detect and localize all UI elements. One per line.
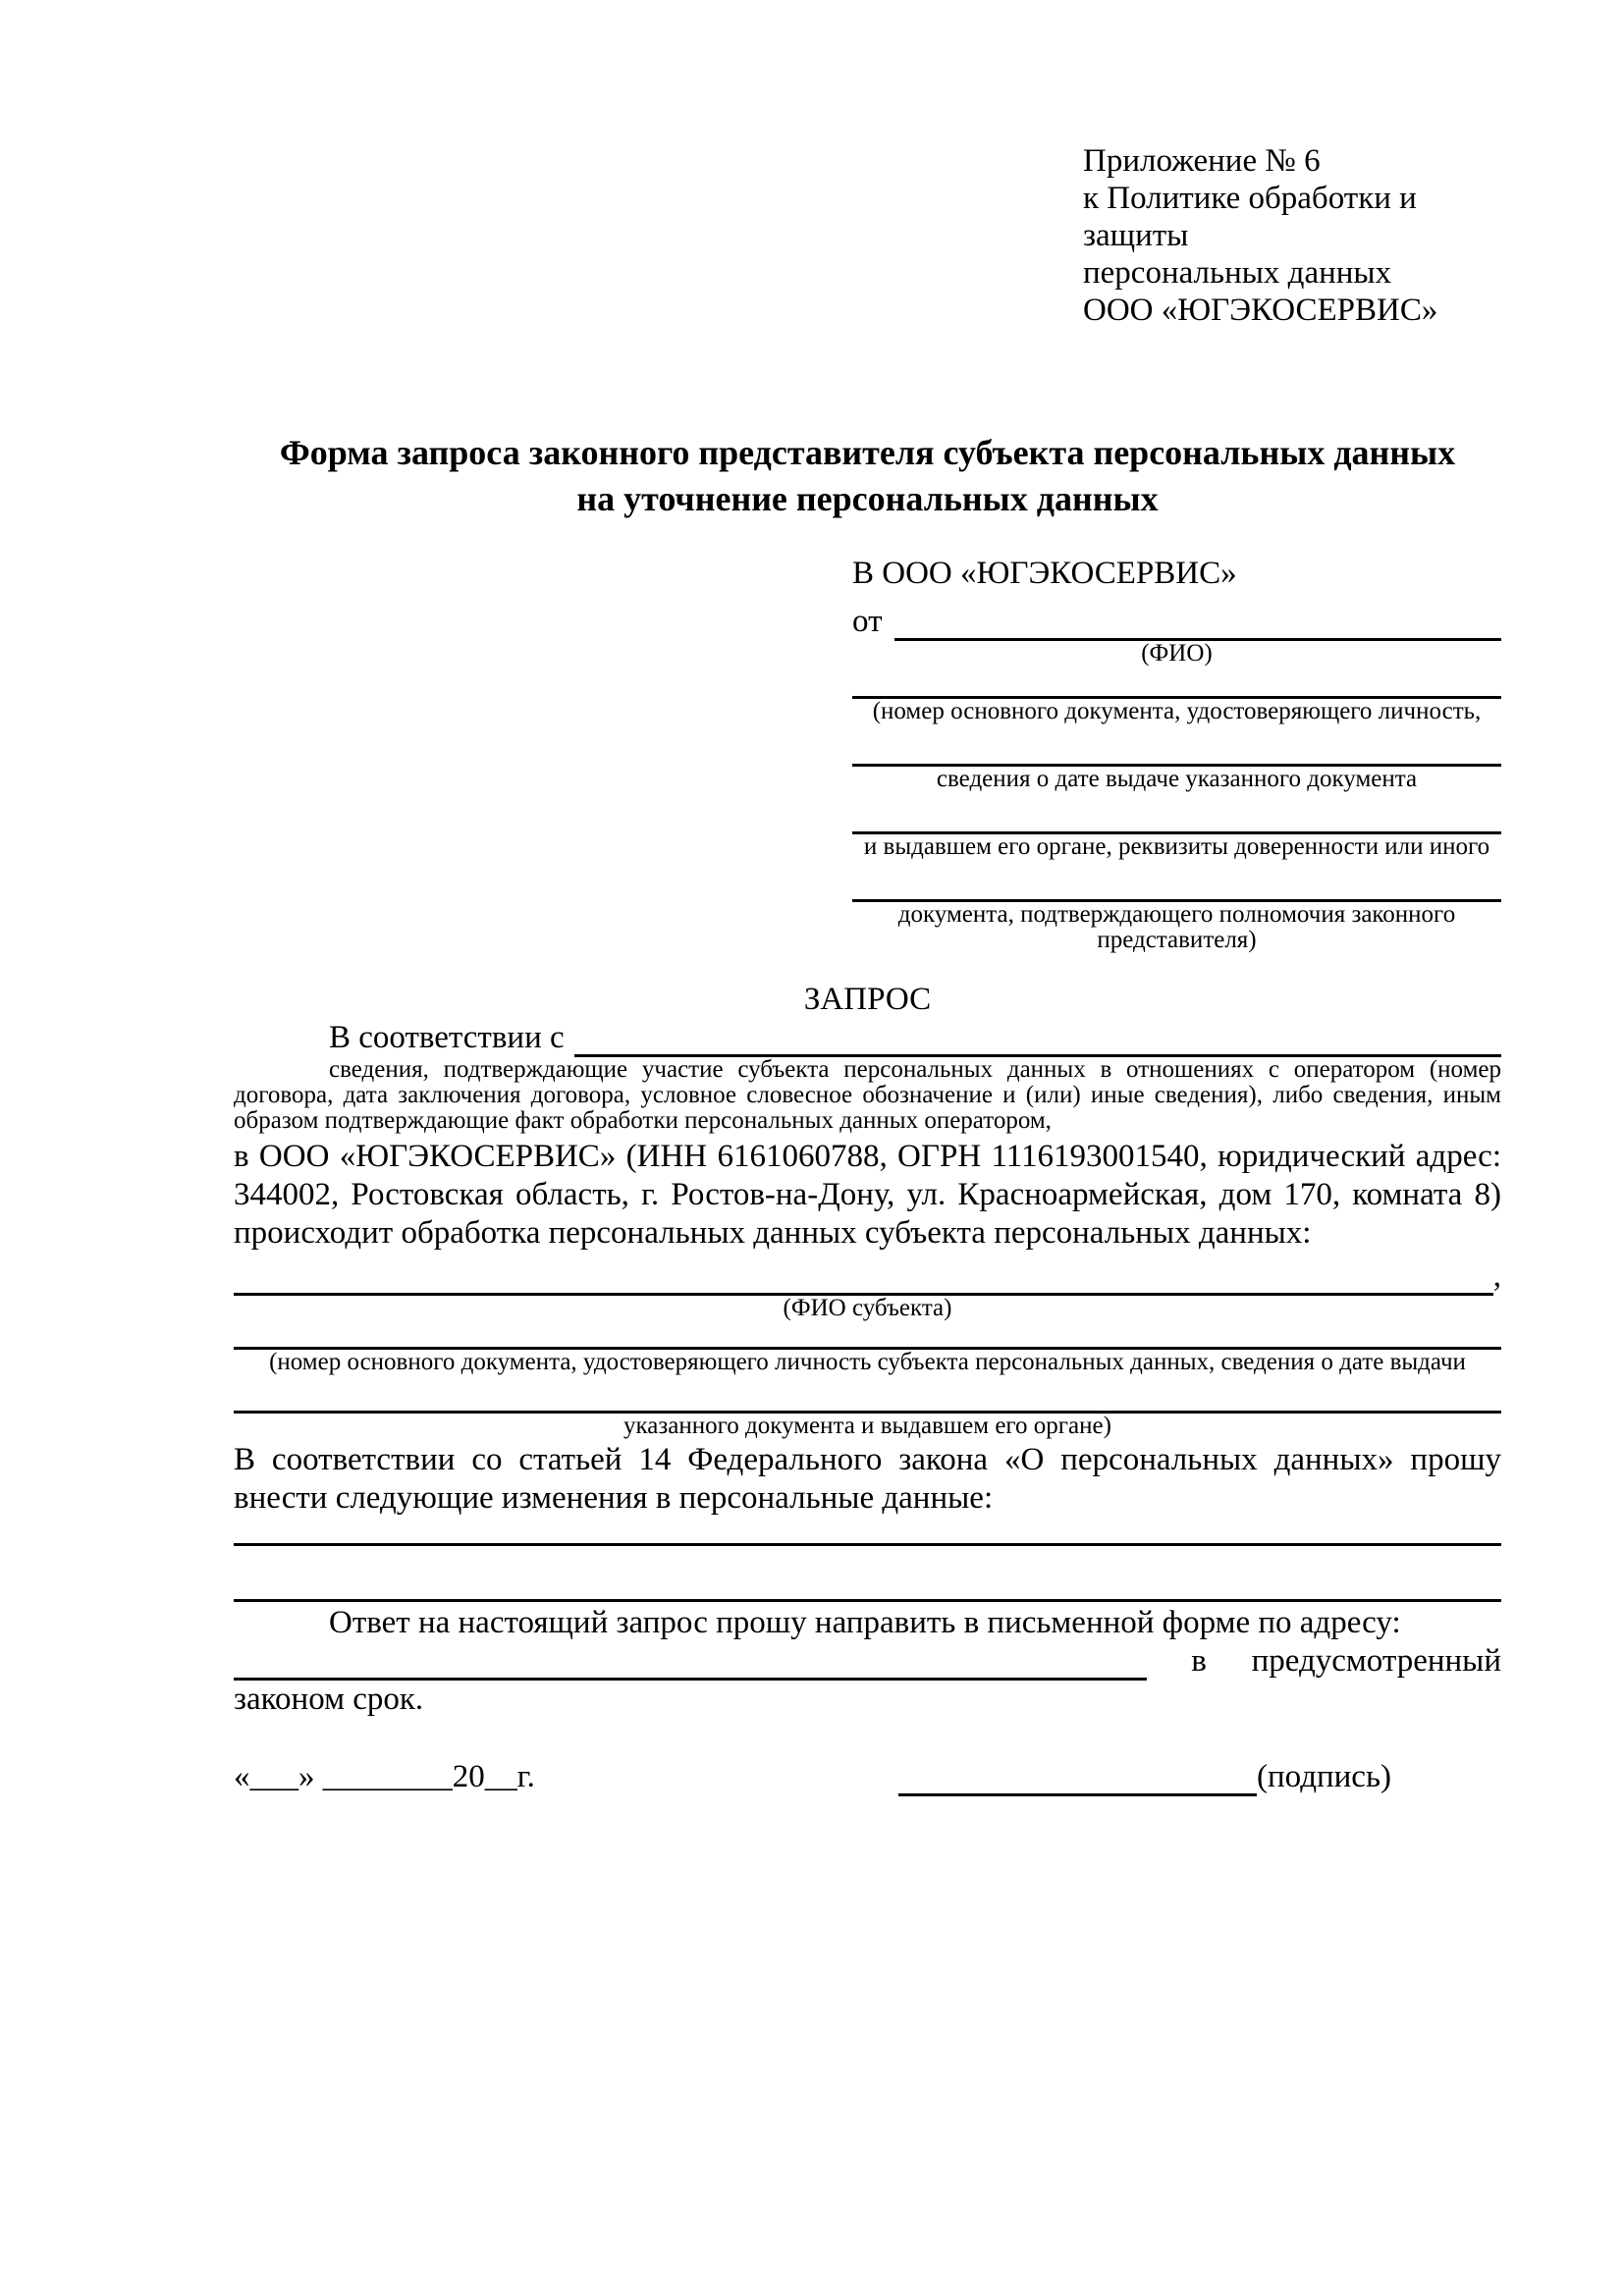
page-title-line1: Форма запроса законного представителя субъекта персональных данных — [279, 433, 1456, 472]
from-label: от — [852, 604, 883, 640]
fio-caption: (ФИО) — [1141, 640, 1213, 667]
subject-doc-caption-2: указанного документа и выдавшем его органе) — [623, 1413, 1111, 1439]
representative-doc-blank-line-1 — [852, 667, 1501, 699]
representative-doc-caption-2: сведения о дате выдаче указанного документа — [936, 766, 1418, 792]
changes-blank-line-1 — [234, 1543, 1501, 1546]
addressee-to: В ООО «ЮГЭКОСЕРВИС» — [852, 556, 1237, 591]
subject-fio-caption: (ФИО субъекта) — [783, 1295, 952, 1321]
basis-blank-line — [574, 1021, 1501, 1057]
document-content — [234, 0, 1501, 1796]
appendix-note — [1083, 142, 1501, 329]
comma-after-blank: , — [1492, 1258, 1501, 1295]
appendix-note-line: к Политике обработки и защиты — [1083, 181, 1417, 253]
addressee-block — [852, 555, 1501, 953]
reply-address-row — [234, 1642, 1501, 1681]
from-row — [852, 604, 1501, 641]
signature-blank-line — [898, 1760, 1257, 1796]
representative-doc-caption-4: документа, подтверждающего полномочия законного представителя) — [897, 901, 1456, 953]
subject-fio-row — [234, 1260, 1501, 1296]
subject-doc-blank-line-2 — [234, 1375, 1501, 1414]
basis-prefix: В соответствии с — [329, 1020, 565, 1056]
basis-footnote: сведения, подтверждающие участие субъекта персональных данных в отношениях с оператором (номер договора, дата заключения договора, условное словесное обозначение и (или) иные сведения), либо сведения, иным образом подтверждающие факт обработки персональных данных оператором, — [234, 1056, 1501, 1134]
date-blank-text: «___» ________20__г. — [234, 1759, 535, 1794]
law-paragraph: В соответствии со статьей 14 Федерального закона «О персональных данных» прошу внести следующие изменения в персональные данные: — [234, 1442, 1501, 1516]
reply-end: законом срок. — [234, 1682, 424, 1717]
reply-address-blank-line — [234, 1644, 1147, 1681]
representative-doc-blank-line-2 — [852, 734, 1501, 767]
subject-fio-blank-line — [234, 1259, 1493, 1296]
appendix-note-line: Приложение № 6 — [1083, 143, 1321, 179]
appendix-note-line: ООО «ЮГЭКОСЕРВИС» — [1083, 293, 1438, 328]
from-blank-line — [894, 605, 1502, 641]
page-title-line2: на уточнение персональных данных — [576, 479, 1159, 518]
reply-paragraph: Ответ на настоящий запрос прошу направить в письменной форме по адресу: — [329, 1605, 1401, 1640]
subject-doc-caption-1: (номер основного документа, удостоверяющего личность субъекта персональных данных, сведения о дате выдачи — [269, 1349, 1466, 1375]
page-title — [234, 430, 1501, 522]
signature-group — [898, 1758, 1391, 1796]
representative-doc-blank-line-3 — [852, 802, 1501, 834]
signature-caption: (подпись) — [1257, 1759, 1391, 1794]
changes-blank-line-2 — [234, 1599, 1501, 1602]
date-signature-row — [234, 1758, 1501, 1796]
representative-doc-blank-line-4 — [852, 870, 1501, 902]
reply-word-in: в — [1191, 1643, 1207, 1680]
request-heading: ЗАПРОС — [803, 982, 932, 1017]
representative-doc-caption-3: и выдавшем его органе, реквизиты доверенности или иного — [863, 833, 1490, 860]
reply-word-stipulated: предусмотренный — [1251, 1643, 1501, 1680]
representative-doc-caption-1: (номер основного документа, удостоверяющего личность, — [872, 698, 1482, 724]
subject-doc-blank-line-1 — [234, 1321, 1501, 1350]
basis-row — [234, 1020, 1501, 1057]
appendix-note-line: персональных данных — [1083, 255, 1392, 291]
operator-paragraph: в ООО «ЮГЭКОСЕРВИС» (ИНН 6161060788, ОГРН 1116193001540, юридический адрес: 344002, Ростовская область, г. Ростов-на-Дону, ул. Красноармейская, дом 170, комната 8) происходит обработка персональных данных субъекта персональных данных: — [234, 1139, 1501, 1251]
